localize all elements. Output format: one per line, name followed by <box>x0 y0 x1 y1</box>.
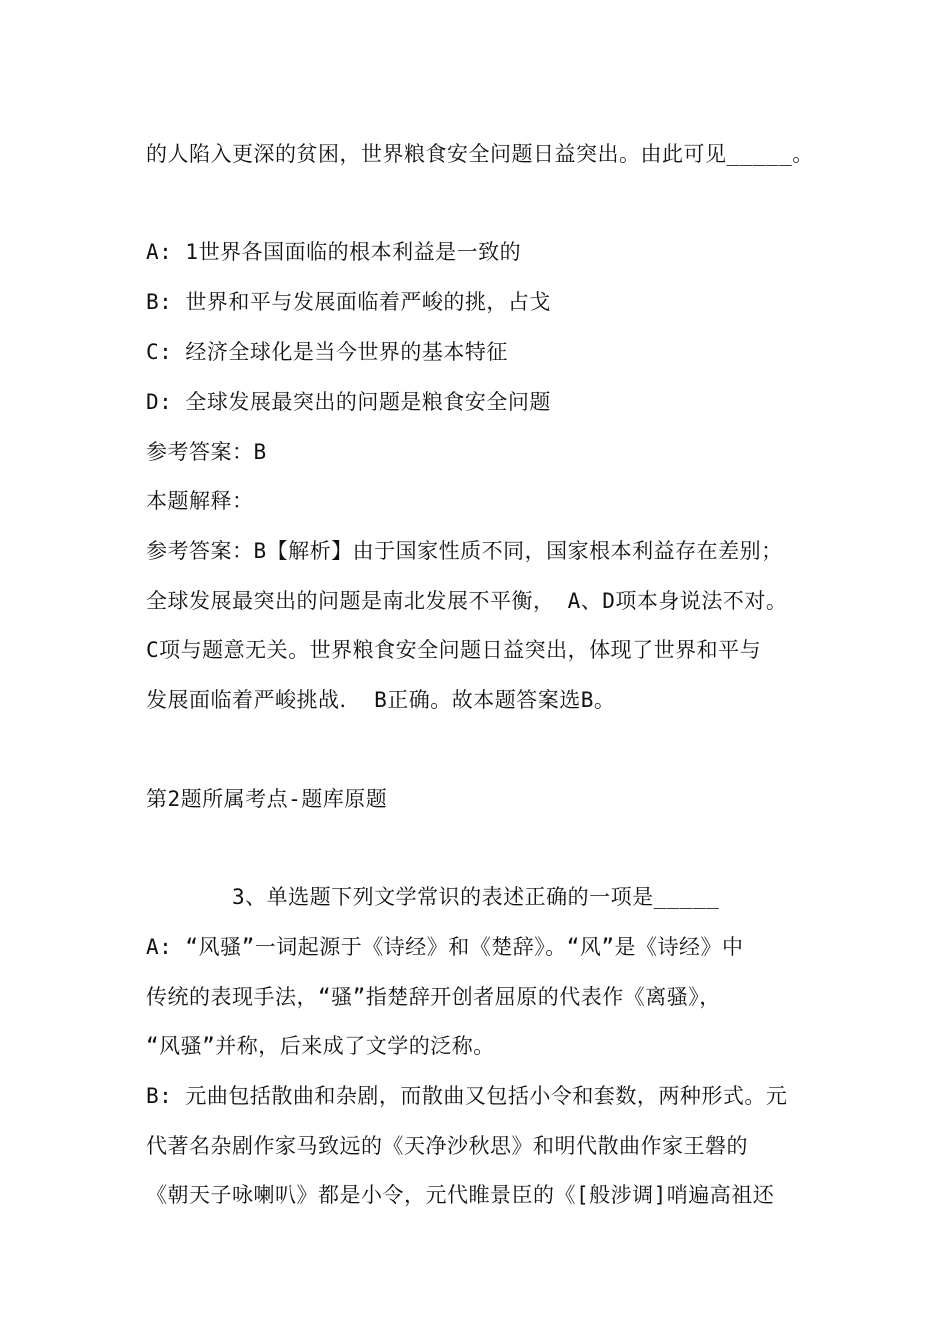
q3-option-line: 《朝天子咏喇叭》都是小令，元代睢景臣的《[般涉调]哨遍高祖还 <box>146 1183 775 1207</box>
q3-option-line: 代著名杂剧作家马致远的《天净沙秋思》和明代散曲作家王磐的 <box>146 1134 748 1158</box>
q3-option-line: “风骚”并称，后来成了文学的泛称。 <box>146 1034 495 1058</box>
q3-option-line: A: “风骚”一词起源于《诗经》和《楚辞》。“风”是《诗经》中 <box>146 935 744 959</box>
q3-option-line: B: 元曲包括散曲和杂剧，而散曲又包括小令和套数，两种形式。元 <box>146 1084 788 1108</box>
question-stem-tail: 的人陷入更深的贫困，世界粮食安全问题日益突出。由此可见_____。 <box>146 142 814 166</box>
explanation-heading: 本题解释： <box>146 489 254 513</box>
reference-answer: 参考答案：B <box>146 440 267 464</box>
q3-option-line: 传统的表现手法，“骚”指楚辞开创者屈原的代表作《离骚》， <box>146 985 721 1009</box>
explanation-line: 参考答案：B【解析】由于国家性质不同，国家根本利益存在差别； <box>146 539 783 563</box>
option-c: C: 经济全球化是当今世界的基本特征 <box>146 340 508 364</box>
knowledge-point: 第2题所属考点-题库原题 <box>146 787 388 811</box>
option-d: D: 全球发展最突出的问题是粮食安全问题 <box>146 390 551 414</box>
explanation-line: 发展面临着严峻挑战． B正确。故本题答案选B。 <box>146 688 616 712</box>
option-b: B: 世界和平与发展面临着严峻的挑，占戈 <box>146 290 551 314</box>
question-3-stem: 3、单选题下列文学常识的表述正确的一项是_____ <box>232 885 720 909</box>
option-a: A: 1世界各国面临的根本利益是一致的 <box>146 240 522 264</box>
explanation-line: C项与题意无关。世界粮食安全问题日益突出，体现了世界和平与 <box>146 638 762 662</box>
explanation-line: 全球发展最突出的问题是南北发展不平衡， A、D项本身说法不对。 <box>146 589 788 613</box>
